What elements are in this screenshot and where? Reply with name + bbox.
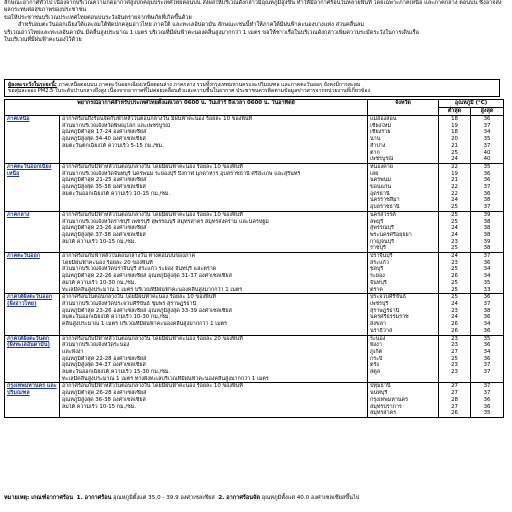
min-temp: 23 bbox=[451, 369, 458, 376]
region-label: ภาคตะวันออก bbox=[7, 253, 41, 260]
province: ภูเก็ต bbox=[370, 348, 383, 355]
forecast-line: อากาศร้อนกับมีฟ้าหลัวในตอนกลางวัน โดยมีฝนฟ้าคะนอง ร้อยละ 10 ของพื้นที่ bbox=[62, 383, 243, 390]
forecast-line: ลมตะวันออกเฉียงใต้ ความเร็ว 10-15 กม./ชม. bbox=[62, 190, 171, 197]
region-name bbox=[5, 294, 60, 335]
province: ปทุมธานี bbox=[370, 383, 391, 390]
province: นครสวรรค์ bbox=[370, 211, 396, 218]
province: ประจวบคีรีขันธ์ bbox=[370, 294, 406, 301]
min-temp: 26 bbox=[451, 327, 458, 334]
max-temp: 33 bbox=[483, 286, 491, 293]
temp-header: อุณหภูมิ (°C) bbox=[439, 100, 504, 108]
max-temp: 38 bbox=[483, 218, 491, 225]
forecast-line: อากาศร้อนถึงร้อนจัดกับฟ้าหลัวในตอนกลางวัน มีฝนฟ้าคะนอง ร้อยละ 10 ของพื้นที่ bbox=[62, 116, 253, 122]
forecast-line: อุณหภูมิสูงสุด 36-38 องศาเซลเซียส bbox=[62, 396, 146, 403]
forecast-text bbox=[60, 163, 368, 211]
max-temp: 38 bbox=[483, 245, 491, 252]
province-list bbox=[368, 253, 439, 294]
max-temp: 36 bbox=[483, 294, 491, 301]
province: จันทบุรี bbox=[370, 279, 387, 286]
forecast-line: อากาศร้อนกับมีฟ้าหลัวในตอนกลางวัน โดยมีฝนฟ้าคะนอง ร้อยละ 20 ของพื้นที่ bbox=[62, 335, 243, 342]
min-temp-list bbox=[439, 163, 471, 211]
region-name bbox=[5, 335, 60, 383]
min-temp-list bbox=[439, 294, 471, 335]
forecast-text bbox=[60, 294, 368, 335]
min-temp: 23 bbox=[451, 362, 458, 369]
min-temp: 21 bbox=[451, 177, 458, 184]
forecast-text bbox=[60, 253, 368, 294]
province: สงขลา bbox=[370, 321, 386, 328]
min-temp: 18 bbox=[451, 116, 458, 122]
max-temp: 38 bbox=[483, 231, 491, 238]
max-temp-list bbox=[471, 116, 504, 164]
intro-line: สำหรับลมตะวันออกเฉียงใต้และลมใต้พัดปกคลุมอ่าวไทย ภาคใต้ และทะเลอันดามัน ลักษณะเช่นนี้ทำให้ภาคใต้มีฝนฟ้าคะนองบางแห่ง ส่วนคลื่นลม bbox=[18, 22, 365, 29]
max-temp: 35 bbox=[483, 136, 491, 143]
min-temp: 21 bbox=[451, 142, 458, 149]
max-temp: 34 bbox=[483, 321, 491, 328]
max-temp-list bbox=[471, 253, 504, 294]
forecast-line: ทะเลมีคลื่นสูงประมาณ 1 เมตร บริเวณที่มีฝนฟ้าคะนองคลื่นสูงมากกว่า 1 เมตร bbox=[62, 286, 243, 293]
min-temp: 20 bbox=[451, 136, 458, 143]
forecast-table bbox=[4, 99, 504, 418]
max-temp: 37 bbox=[483, 184, 491, 191]
province: น่าน bbox=[370, 136, 381, 143]
province: นนทบุรี bbox=[370, 390, 388, 397]
province: สระแก้ว bbox=[370, 259, 389, 266]
province: ตราด bbox=[370, 286, 383, 293]
max-temp-header: สูงสุด bbox=[471, 108, 504, 116]
max-temp: 37 bbox=[483, 369, 491, 376]
min-temp-list bbox=[439, 253, 471, 294]
province: นราธิวาส bbox=[370, 327, 393, 334]
province: พังงา bbox=[370, 342, 382, 349]
region-row bbox=[5, 116, 504, 164]
region-label: ภาคใต้ฝั่งตะวันตก (ฝั่งทะเลอันดามัน) bbox=[7, 335, 51, 349]
min-temp: 27 bbox=[451, 348, 458, 355]
min-temp: 27 bbox=[451, 403, 458, 410]
max-temp: 39 bbox=[483, 238, 491, 245]
province: อุดรธานี bbox=[370, 190, 390, 197]
province: ตาก bbox=[370, 149, 380, 156]
forecast-line: ลมตะวันตกเฉียงใต้ ความเร็ว 5-15 กม./ชม. bbox=[62, 142, 164, 149]
max-temp: 38 bbox=[483, 307, 491, 314]
min-temp: 24 bbox=[451, 300, 458, 307]
forecast-line: ลมใต้ ความเร็ว 10-15 กม./ชม. bbox=[62, 403, 137, 410]
region-label: ภาคตะวันออกเฉียงเหนือ bbox=[7, 163, 52, 177]
min-temp: 25 bbox=[451, 294, 458, 301]
min-temp-list bbox=[439, 335, 471, 383]
region-name bbox=[5, 116, 60, 164]
min-temp: 25 bbox=[451, 266, 458, 273]
max-temp: 35 bbox=[483, 163, 491, 170]
max-temp: 35 bbox=[483, 410, 491, 417]
max-temp: 37 bbox=[483, 300, 491, 307]
province: เชียงราย bbox=[370, 129, 391, 136]
max-temp: 37 bbox=[483, 122, 491, 129]
min-temp: 23 bbox=[451, 307, 458, 314]
province-header: จังหวัด bbox=[368, 100, 439, 116]
province: สมุทรสาคร bbox=[370, 410, 397, 417]
region-name bbox=[5, 383, 60, 418]
max-temp: 35 bbox=[483, 335, 491, 342]
forecast-line: และพังงา bbox=[62, 348, 84, 355]
region-name bbox=[5, 211, 60, 252]
forecast-line: ส่วนมากบริเวณจังหวัดจันทบุรี นครพนม ระยองบุรี บึงกาฬ มุกดาหาร อุบลราชธานี ศรีสะเกษ และสุรินทร์ bbox=[62, 170, 301, 177]
province-list bbox=[368, 383, 439, 418]
min-temp: 22 bbox=[451, 184, 458, 191]
province: นครราชสีมา bbox=[370, 197, 400, 204]
min-temp: 19 bbox=[451, 122, 458, 129]
province: ระนอง bbox=[370, 335, 386, 342]
min-temp: 23 bbox=[451, 335, 458, 342]
forecast-text bbox=[60, 211, 368, 252]
region-row bbox=[5, 294, 504, 335]
min-temp: 19 bbox=[451, 170, 458, 177]
forecast-text bbox=[60, 383, 368, 418]
min-temp: 22 bbox=[451, 190, 458, 197]
caution-text-1: ภาคเหนือตอนบน ภาคตะวันออกเฉียงเหนือตอนล่าง ภาคกลาง รวมทั้งกรุงเทพมหานครและปริมณฑล และภาคตะวันออก ยังคงมีการสะสม bbox=[56, 82, 361, 88]
footer-note bbox=[4, 495, 504, 502]
max-temp: 36 bbox=[483, 314, 491, 321]
forecast-line: อุณหภูมิต่ำสุด 23-26 องศาเซลเซียส bbox=[62, 225, 147, 232]
max-temp: 36 bbox=[483, 190, 491, 197]
forecast-line: อุณหภูมิต่ำสุด 17-24 องศาเซลเซียส bbox=[62, 129, 147, 136]
region-row bbox=[5, 211, 504, 252]
forecast-line: อากาศร้อนกับมีฟ้าหลัวในตอนกลางวัน โดยมีฝนฟ้าคะนอง ร้อยละ 10 ของพื้นที่ bbox=[62, 163, 243, 170]
max-temp: 38 bbox=[483, 197, 491, 204]
forecast-line: ลมตะวันออกเฉียงใต้ ความเร็ว 10-30 กม./ชม. bbox=[62, 314, 171, 321]
province: เพชรบุรี bbox=[370, 300, 389, 307]
forecast-line: อากาศร้อนกับฟ้าหลัวในตอนกลางวัน ทางตอนบนของภาค bbox=[62, 253, 196, 260]
min-temp: 27 bbox=[451, 383, 458, 390]
intro-line: ในบริเวณที่มีฝนฟ้าคะนองไว้ด้วย bbox=[4, 37, 82, 44]
max-temp: 38 bbox=[483, 225, 491, 232]
caution-label: ผู้ลงละระวังในระยะนี้: bbox=[8, 82, 57, 88]
footer-label: หมายเหตุ: เกณฑ์อากาศร้อน bbox=[4, 495, 74, 501]
min-temp: 24 bbox=[451, 225, 458, 232]
forecast-line: โดยมีฝนฟ้าคะนอง ร้อยละ 20 ของพื้นที่ bbox=[62, 259, 153, 266]
province: ขอนแก่น bbox=[370, 184, 392, 191]
forecast-line: อุณหภูมิสูงสุด 34-40 องศาเซลเซียส bbox=[62, 136, 146, 143]
max-temp: 36 bbox=[483, 327, 491, 334]
region-name bbox=[5, 163, 60, 211]
very-hot-text: อุณหภูมิตั้งแต่ 40.0 องศาเซลเซียสขึ้นไป bbox=[259, 495, 360, 501]
province-list bbox=[368, 211, 439, 252]
forecast-text bbox=[60, 116, 368, 164]
region-label: กรุงเทพมหานคร และปริมณฑล bbox=[7, 383, 57, 397]
province: ระยอง bbox=[370, 273, 385, 280]
min-temp: 24 bbox=[451, 231, 458, 238]
max-temp: 34 bbox=[483, 129, 491, 136]
caution-box bbox=[4, 79, 500, 97]
max-temp: 36 bbox=[483, 355, 491, 362]
province: เลย bbox=[370, 170, 379, 177]
forecast-line: ทะเลมีคลื่นสูงประมาณ 1 เมตร ทางฝั่งทะเลบริเวณที่มีฝนฟ้าคะนองคลื่นสูงมากกว่า 1 เมตร bbox=[62, 375, 269, 382]
province-list bbox=[368, 116, 439, 164]
min-temp: 23 bbox=[451, 342, 458, 349]
province: นครศรีธรรมราช bbox=[370, 314, 409, 321]
min-temp: 23 bbox=[451, 259, 458, 266]
min-temp: 24 bbox=[451, 197, 458, 204]
region-row bbox=[5, 383, 504, 418]
forecast-line: อุณหภูมิต่ำสุด 21-25 องศาเซลเซียส bbox=[62, 177, 147, 184]
max-temp: 34 bbox=[483, 273, 491, 280]
max-temp: 37 bbox=[483, 142, 491, 149]
forecast-line: ลมใต้ ความเร็ว 10-15 กม./ชม. bbox=[62, 238, 137, 245]
province: นครพนม bbox=[370, 177, 391, 184]
forecast-line: อุณหภูมิสูงสุด 35-38 องศาเซลเซียส bbox=[62, 184, 146, 191]
region-label: ภาคเหนือ bbox=[7, 116, 30, 122]
caution-text-2: ขอสุ่มละออง PM2.5 ในระดับปานกลางถึงสูง เนื่องจากอากาศที่ไม่ค่อยเคลื่อนตัวและความชื้นในอากาศ ประชาชนควรติดตามข้อมูลข่าวสารจากหน่วยงานที่เกี่ยวข้อง bbox=[8, 88, 371, 94]
min-temp: 18 bbox=[451, 129, 458, 136]
region-name bbox=[5, 253, 60, 294]
province: ปราจีนบุรี bbox=[370, 253, 393, 260]
intro-line: บริเวณอ่าวไทยและทะเลอันดามัน มีคลื่นสูงประมาณ 1 เมตร บริเวณที่มีฝนฟ้าคะนองคลื่นสูงมากกว่า 1 เมตร ขอให้ชาวเรือในบริเวณดังกล่าวเพิ่มความระมัดระวังในการเดินเรือ bbox=[4, 29, 419, 36]
forecast-line: อุณหภูมิสูงสุด 37-38 องศาเซลเซียส bbox=[62, 231, 146, 238]
forecast-line: ลมตะวันออกเฉียงใต้ ความเร็ว 15-30 กม./ชม. bbox=[62, 369, 171, 376]
province: อุบลราชธานี bbox=[370, 204, 400, 211]
max-temp: 40 bbox=[483, 149, 491, 156]
max-temp: 36 bbox=[483, 342, 491, 349]
max-temp: 37 bbox=[483, 362, 491, 369]
region-label: ภาคใต้ฝั่งตะวันออก (ฝั่งอ่าวไทย) bbox=[7, 294, 52, 307]
forecast-line: ส่วนมากบริเวณจังหวัดราชบุรี เพชรบุรี สุพรรณบุรี สมุทรสาคร สมุทรสงคราม และนครปฐม bbox=[62, 218, 269, 225]
min-temp: 25 bbox=[451, 218, 458, 225]
max-temp-list bbox=[471, 163, 504, 211]
province: ราชบุรี bbox=[370, 245, 386, 252]
province: สุราษฎร์ธานี bbox=[370, 307, 400, 314]
max-temp: 36 bbox=[483, 396, 491, 403]
forecast-line: อากาศร้อนในตอนกลางวัน โดยมีฝนฟ้าคะนอง ร้อยละ 10 ของพื้นที่ bbox=[62, 294, 216, 301]
max-temp: 37 bbox=[483, 390, 491, 397]
forecast-line: ส่วนมากบริเวณจังหวัดปราจีนบุรี สระแก้ว ระยอง จันทบุรี และตราด bbox=[62, 266, 217, 273]
province: กระบี่ bbox=[370, 355, 383, 362]
min-temp: 25 bbox=[451, 279, 458, 286]
min-temp: 24 bbox=[451, 156, 458, 163]
forecast-line: อุณหภูมิต่ำสุด 26-28 องศาเซลเซียส bbox=[62, 390, 147, 397]
forecast-line: ส่วนมากบริเวณจังหวัดประจวบคีรีขันธ์ ชุมพร สุราษฎร์ธานี bbox=[62, 300, 197, 307]
min-temp: 24 bbox=[451, 314, 458, 321]
min-temp: 26 bbox=[451, 410, 458, 417]
min-temp: 27 bbox=[451, 390, 458, 397]
min-temp: 25 bbox=[451, 355, 458, 362]
min-temp-header: ต่ำสุด bbox=[439, 108, 471, 116]
max-temp: 36 bbox=[483, 177, 491, 184]
min-temp: 28 bbox=[451, 396, 458, 403]
min-temp-list bbox=[439, 383, 471, 418]
region-row bbox=[5, 163, 504, 211]
forecast-header: พยากรณ์อากาศสำหรับประเทศไทยตั้งแต่เวลา 0600 น. วันเสาร์ ถึงเวลา 0600 น. วันอาทิตย์ bbox=[5, 100, 368, 116]
max-temp: 36 bbox=[483, 403, 491, 410]
hot-text: อุณหภูมิตั้งแต่ 35.0 - 39.9 องศาเซลเซียส bbox=[111, 495, 215, 501]
province: ชลบุรี bbox=[370, 266, 384, 273]
province: เพชรบูรณ์ bbox=[370, 156, 394, 163]
province: สตูล bbox=[370, 369, 381, 376]
province-list bbox=[368, 335, 439, 383]
min-temp: 23 bbox=[451, 238, 458, 245]
min-temp: 25 bbox=[451, 211, 458, 218]
province: พระนครศรีอยุธยา bbox=[370, 231, 412, 238]
max-temp: 37 bbox=[483, 204, 491, 211]
forecast-line: ส่วนมากบริเวณจังหวัดพิษณุโลก และเพชรบูรณ์ bbox=[62, 122, 171, 129]
max-temp-list bbox=[471, 211, 504, 252]
province: เชียงใหม่ bbox=[370, 122, 392, 129]
forecast-line: อุณหภูมิต่ำสุด 23-26 องศาเซลเซียส อุณหภูมิสูงสุด 33-39 องศาเซลเซียส bbox=[62, 307, 232, 314]
intro-paragraphs bbox=[4, 0, 508, 44]
max-temp: 36 bbox=[483, 259, 491, 266]
forecast-line: อุณหภูมิต่ำสุด 22-26 องศาเซลเซียส อุณหภูมิสูงสุด 31-37 องศาเซลเซียส bbox=[62, 273, 232, 280]
min-temp: 24 bbox=[451, 253, 458, 260]
forecast-line: ส่วนมากบริเวณจังหวัดระนอง bbox=[62, 342, 130, 349]
province: ตรัง bbox=[370, 362, 380, 369]
min-temp: 26 bbox=[451, 321, 458, 328]
max-temp: 36 bbox=[483, 170, 491, 177]
forecast-line: อุณหภูมิต่ำสุด 22-28 องศาเซลเซียส bbox=[62, 355, 147, 362]
max-temp: 36 bbox=[483, 116, 491, 122]
province: สุพรรณบุรี bbox=[370, 225, 394, 232]
hot-label: 1. อากาศร้อน bbox=[76, 495, 112, 501]
province-list bbox=[368, 294, 439, 335]
region-label: ภาคกลาง bbox=[7, 211, 30, 218]
min-temp: 26 bbox=[451, 273, 458, 280]
max-temp-list bbox=[471, 383, 504, 418]
forecast-line: คลื่นสูงประมาณ 1 เมตร บริเวณที่มีฝนฟ้าคะนองคลื่นสูงมากกว่า 1 เมตร bbox=[62, 321, 228, 328]
province: หนองคาย bbox=[370, 163, 393, 170]
min-temp-list bbox=[439, 211, 471, 252]
min-temp: 25 bbox=[451, 149, 458, 156]
max-temp: 40 bbox=[483, 156, 491, 163]
very-hot-label: 2. อากาศร้อนจัด bbox=[218, 495, 260, 501]
forecast-line: อุณหภูมิสูงสุด 34-37 องศาเซลเซียส bbox=[62, 362, 146, 369]
max-temp: 34 bbox=[483, 266, 491, 273]
region-row bbox=[5, 253, 504, 294]
province: กาญจนบุรี bbox=[370, 238, 395, 245]
intro-line: ขอให้ประชาชนบริเวณประเทศไทยตอนบนระวังอันตรายจากพิษภัยที่เกิดขึ้นด้วย bbox=[4, 14, 192, 21]
max-temp-list bbox=[471, 335, 504, 383]
region-row bbox=[5, 335, 504, 383]
forecast-line: อากาศร้อนกับมีฟ้าหลัวในตอนกลางวัน โดยมีฝนฟ้าคะนอง ร้อยละ 10 ของพื้นที่ bbox=[62, 211, 243, 218]
min-temp-list bbox=[439, 116, 471, 164]
province-list bbox=[368, 163, 439, 211]
max-temp: 35 bbox=[483, 279, 491, 286]
province: ลำปาง bbox=[370, 142, 386, 149]
forecast-text bbox=[60, 335, 368, 383]
min-temp: 25 bbox=[451, 245, 458, 252]
province: แม่ฮ่องสอน bbox=[370, 116, 397, 122]
min-temp: 22 bbox=[451, 163, 458, 170]
province: กรุงเทพมหานคร bbox=[370, 396, 409, 403]
forecast-line: ลมใต้ ความเร็ว 10-30 กม./ชม. bbox=[62, 279, 137, 286]
max-temp: 34 bbox=[483, 348, 491, 355]
min-temp: 25 bbox=[451, 204, 458, 211]
max-temp: 37 bbox=[483, 383, 491, 390]
max-temp: 37 bbox=[483, 253, 491, 260]
intro-line: ลักษณะอากาศทั่วไป เนื่องจากบริเวณความกดอากาศสูงปกคลุมประเทศไทยตอนบน ส่งผลให้บริเวณดังกล่าวมีอุณหภูมิสูงขึ้น ทำให้มีอากาศร้อนในหลายพื้นที่ โดยเฉพาะภาคเหนือ และภาคกลาง ตอนบน ซึ่งอาจส่งผลกระทบต่อสุขภาพของประชาชน bbox=[4, 0, 502, 14]
province: สมุทรปราการ bbox=[370, 403, 402, 410]
province: ลพบุรี bbox=[370, 218, 384, 225]
max-temp: 39 bbox=[483, 211, 491, 218]
min-temp: 25 bbox=[451, 286, 458, 293]
max-temp-list bbox=[471, 294, 504, 335]
